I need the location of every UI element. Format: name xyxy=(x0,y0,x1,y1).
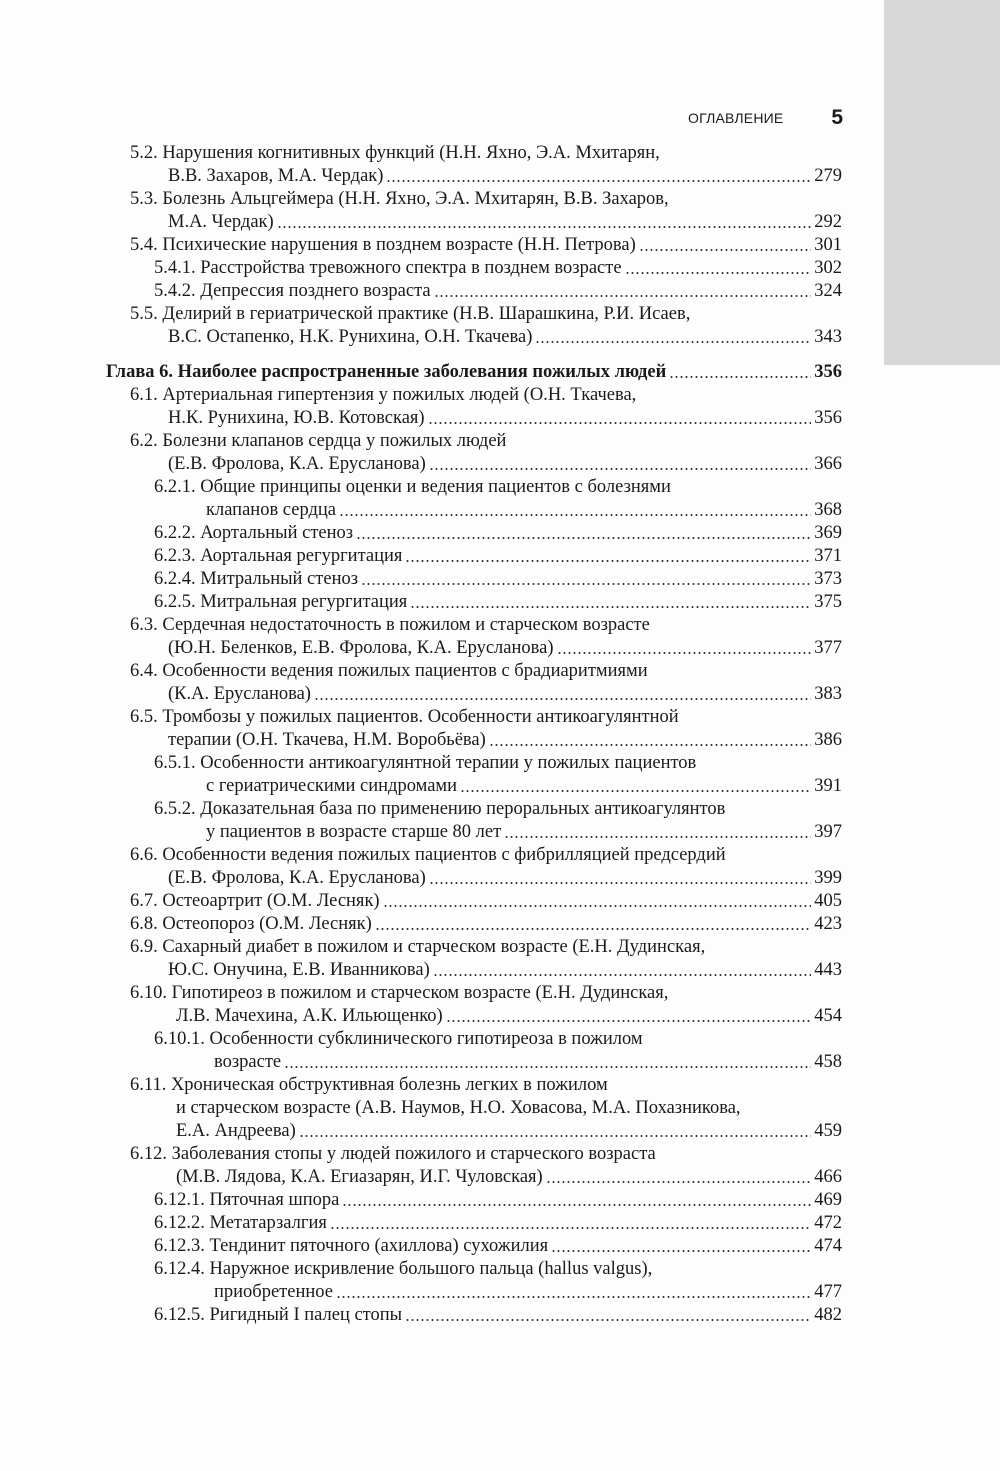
toc-entry-text: 6.10. Гипотиреоз в пожилом и старческом возрасте (Е.Н. Дудинская, xyxy=(130,983,669,1003)
toc-entry[interactable] xyxy=(106,234,842,257)
dot-leader xyxy=(299,1120,812,1143)
dot-leader xyxy=(429,453,811,476)
toc-entry[interactable] xyxy=(106,476,842,522)
dot-leader xyxy=(557,637,812,660)
toc-entry[interactable] xyxy=(106,522,842,545)
toc-entry-text: 6.9. Сахарный диабет в пожилом и старческом возрасте (Е.Н. Дудинская, xyxy=(130,937,706,957)
dot-leader xyxy=(410,591,811,614)
toc-entry[interactable] xyxy=(106,1143,842,1189)
toc-page-number: 472 xyxy=(814,1213,842,1233)
toc-page-number: 343 xyxy=(814,327,842,347)
toc-entry[interactable] xyxy=(106,1189,842,1212)
toc-entry-text: 6.2.5. Митральная регургитация xyxy=(154,592,408,612)
toc-entry-text: 6.10.1. Особенности субклинического гипотиреоза в пожилом xyxy=(154,1029,643,1049)
table-of-contents xyxy=(106,142,842,1327)
toc-entry-text: 6.2. Болезни клапанов сердца у пожилых людей xyxy=(130,431,507,451)
toc-entry-text: возрасте xyxy=(214,1052,282,1072)
dot-leader xyxy=(551,1235,811,1258)
toc-entry-text: 5.5. Делирий в гериатрической практике (Н.В. Шарашкина, Р.И. Исаев, xyxy=(130,304,691,324)
toc-entry-text: 6.3. Сердечная недостаточность в пожилом и старческом возрасте xyxy=(130,615,650,635)
toc-page-number: 454 xyxy=(814,1006,842,1026)
toc-entry-text: 6.5.2. Доказательная база по применению пероральных антикоагулянтов xyxy=(154,799,726,819)
toc-entry[interactable] xyxy=(106,614,842,660)
toc-entry[interactable] xyxy=(106,545,842,568)
toc-entry-text: Л.В. Мачехина, А.К. Ильющенко) xyxy=(176,1006,443,1026)
toc-entry-text: 6.2.3. Аортальная регургитация xyxy=(154,546,403,566)
toc-entry[interactable] xyxy=(106,890,842,913)
toc-entry-text: (Е.В. Фролова, К.А. Ерусланова) xyxy=(168,454,426,474)
toc-page-number: 466 xyxy=(814,1167,842,1187)
toc-page-number: 292 xyxy=(814,212,842,232)
dot-leader xyxy=(639,234,811,257)
toc-entry-text: (К.А. Ерусланова) xyxy=(168,684,311,704)
toc-entry-text: 6.11. Хроническая обструктивная болезнь легких в пожилом xyxy=(130,1075,608,1095)
toc-entry-text: с гериатрическими синдромами xyxy=(206,776,458,796)
dot-leader xyxy=(314,683,811,706)
toc-entry-text: 6.12.5. Ригидный I палец стопы xyxy=(154,1305,403,1325)
toc-page-number: 301 xyxy=(814,235,842,255)
toc-page-number: 469 xyxy=(814,1190,842,1210)
dot-leader xyxy=(330,1212,811,1235)
toc-entry-text: Е.А. Андреева) xyxy=(176,1121,296,1141)
toc-entry[interactable] xyxy=(106,752,842,798)
dot-leader xyxy=(433,959,812,982)
toc-page-number: 405 xyxy=(814,891,842,911)
dot-leader xyxy=(361,568,811,591)
dot-leader xyxy=(669,361,811,384)
toc-page-number: 356 xyxy=(814,408,842,428)
dot-leader xyxy=(405,1304,811,1327)
dot-leader xyxy=(625,257,812,280)
toc-entry[interactable] xyxy=(106,1235,842,1258)
toc-entry-text: 6.12.2. Метатарзалгия xyxy=(154,1213,327,1233)
toc-entry[interactable] xyxy=(106,303,842,349)
toc-entry-text: 6.5.1. Особенности антикоагулянтной терапии у пожилых пациентов xyxy=(154,753,697,773)
toc-entry[interactable] xyxy=(106,1212,842,1235)
toc-page-number: 443 xyxy=(814,960,842,980)
dot-leader xyxy=(460,775,811,798)
toc-entry[interactable] xyxy=(106,660,842,706)
dot-leader xyxy=(446,1005,812,1028)
running-header xyxy=(688,108,843,132)
toc-entry-text: 6.12.3. Тендинит пяточного (ахиллова) сухожилия xyxy=(154,1236,549,1256)
dot-leader xyxy=(284,1051,811,1074)
toc-entry-text: 6.6. Особенности ведения пожилых пациентов с фибрилляцией предсердий xyxy=(130,845,726,865)
toc-entry-text: терапии (О.Н. Ткачева, Н.М. Воробьёва) xyxy=(168,730,486,750)
toc-page-number: 373 xyxy=(814,569,842,589)
toc-page-number: 391 xyxy=(814,776,842,796)
dot-leader xyxy=(429,867,811,890)
toc-page-number: 458 xyxy=(814,1052,842,1072)
toc-entry-text: В.С. Остапенко, Н.К. Рунихина, О.Н. Ткачева) xyxy=(168,327,533,347)
toc-entry[interactable] xyxy=(106,430,842,476)
toc-page-number: 383 xyxy=(814,684,842,704)
toc-entry-text: 5.2. Нарушения когнитивных функций (Н.Н. Яхно, Э.А. Мхитарян, xyxy=(130,143,660,163)
toc-entry-text: 5.3. Болезнь Альцгеймера (Н.Н. Яхно, Э.А. Мхитарян, В.В. Захаров, xyxy=(130,189,669,209)
toc-page-number: 482 xyxy=(814,1305,842,1325)
toc-page-number: 397 xyxy=(814,822,842,842)
toc-page-number: 386 xyxy=(814,730,842,750)
toc-entry-text: 6.8. Остеопороз (О.М. Лесняк) xyxy=(130,914,372,934)
dot-leader xyxy=(428,407,812,430)
page-number: 5 xyxy=(831,106,843,129)
toc-entry-text: 6.2.4. Митральный стеноз xyxy=(154,569,359,589)
toc-entry[interactable] xyxy=(106,1028,842,1074)
toc-entry[interactable] xyxy=(106,142,842,188)
dot-leader xyxy=(489,729,811,752)
toc-entry[interactable] xyxy=(106,568,842,591)
toc-page-number: 399 xyxy=(814,868,842,888)
toc-entry-text: Глава 6. Наиболее распространенные заболевания пожилых людей xyxy=(106,362,667,382)
toc-entry-text: (Е.В. Фролова, К.А. Ерусланова) xyxy=(168,868,426,888)
dot-leader xyxy=(356,522,811,545)
toc-entry-text: Н.К. Рунихина, Ю.В. Котовская) xyxy=(168,408,425,428)
toc-entry[interactable] xyxy=(106,798,842,844)
dot-leader xyxy=(504,821,811,844)
toc-entry-text: (Ю.Н. Беленков, Е.В. Фролова, К.А. Ерусланова) xyxy=(168,638,554,658)
toc-page-number: 474 xyxy=(814,1236,842,1256)
toc-entry-text: 5.4.1. Расстройства тревожного спектра в позднем возрасте xyxy=(154,258,622,278)
dot-leader xyxy=(383,890,812,913)
toc-page-number: 356 xyxy=(814,362,842,382)
side-thumb-tab xyxy=(884,0,1000,365)
dot-leader xyxy=(339,499,811,522)
toc-page-number: 324 xyxy=(814,281,842,301)
toc-entry-text: 6.2.1. Общие принципы оценки и ведения пациентов с болезнями xyxy=(154,477,671,497)
toc-page-number: 423 xyxy=(814,914,842,934)
toc-page-number: 369 xyxy=(814,523,842,543)
toc-entry-text: 6.12.1. Пяточная шпора xyxy=(154,1190,340,1210)
section-title: ОГЛАВЛЕНИЕ xyxy=(688,110,784,126)
dot-leader xyxy=(535,326,811,349)
toc-entry-text: 6.12.4. Наружное искривление большого пальца (hallus valgus), xyxy=(154,1259,653,1279)
toc-entry[interactable] xyxy=(106,1258,842,1304)
dot-leader xyxy=(386,165,811,188)
toc-entry[interactable] xyxy=(106,982,842,1028)
toc-entry-text: 6.1. Артериальная гипертензия у пожилых людей (О.Н. Ткачева, xyxy=(130,385,637,405)
dot-leader xyxy=(375,913,811,936)
toc-entry[interactable] xyxy=(106,913,842,936)
toc-entry[interactable] xyxy=(106,280,842,303)
toc-entry-text: М.А. Чердак) xyxy=(168,212,274,232)
toc-entry[interactable] xyxy=(106,384,842,430)
toc-page-number: 368 xyxy=(814,500,842,520)
toc-entry-text: 5.4. Психические нарушения в позднем возрасте (Н.Н. Петрова) xyxy=(130,235,636,255)
toc-page-number: 377 xyxy=(814,638,842,658)
toc-entry-text: В.В. Захаров, М.А. Чердак) xyxy=(168,166,384,186)
toc-entry-text: Ю.С. Онучина, Е.В. Иванникова) xyxy=(168,960,430,980)
dot-leader xyxy=(546,1166,812,1189)
toc-entry[interactable] xyxy=(106,844,842,890)
toc-page-number: 375 xyxy=(814,592,842,612)
toc-entry-text: 6.2.2. Аортальный стеноз xyxy=(154,523,354,543)
toc-entry-text: 6.4. Особенности ведения пожилых пациентов с брадиаритмиями xyxy=(130,661,648,681)
dot-leader xyxy=(336,1281,811,1304)
toc-entry-text: клапанов сердца xyxy=(206,500,336,520)
toc-entry[interactable] xyxy=(106,1074,842,1143)
dot-leader xyxy=(342,1189,811,1212)
toc-page-number: 459 xyxy=(814,1121,842,1141)
toc-entry[interactable] xyxy=(106,188,842,234)
toc-entry-text: 6.12. Заболевания стопы у людей пожилого и старческого возраста xyxy=(130,1144,656,1164)
toc-chapter[interactable] xyxy=(106,361,842,384)
toc-entry-text: 6.5. Тромбозы у пожилых пациентов. Особенности антикоагулянтной xyxy=(130,707,679,727)
toc-entry-text: 5.4.2. Депрессия позднего возраста xyxy=(154,281,431,301)
toc-entry[interactable] xyxy=(106,706,842,752)
dot-leader xyxy=(277,211,812,234)
dot-leader xyxy=(405,545,811,568)
toc-page-number: 366 xyxy=(814,454,842,474)
toc-entry[interactable] xyxy=(106,1304,842,1327)
toc-entry-text: у пациентов в возрасте старше 80 лет xyxy=(206,822,502,842)
toc-page-number: 477 xyxy=(814,1282,842,1302)
toc-page-number: 302 xyxy=(814,258,842,278)
toc-page-number: 279 xyxy=(814,166,842,186)
toc-entry-text: (М.В. Лядова, К.А. Егиазарян, И.Г. Чуловская) xyxy=(176,1167,543,1187)
toc-entry[interactable] xyxy=(106,936,842,982)
toc-entry-text: и старческом возрасте (А.В. Наумов, Н.О. Ховасова, М.А. Похазникова, xyxy=(176,1098,741,1118)
toc-entry-text: 6.7. Остеоартрит (О.М. Лесняк) xyxy=(130,891,380,911)
toc-entry-text: приобретенное xyxy=(214,1282,333,1302)
toc-entry[interactable] xyxy=(106,257,842,280)
dot-leader xyxy=(434,280,812,303)
toc-entry[interactable] xyxy=(106,591,842,614)
toc-page-number: 371 xyxy=(814,546,842,566)
